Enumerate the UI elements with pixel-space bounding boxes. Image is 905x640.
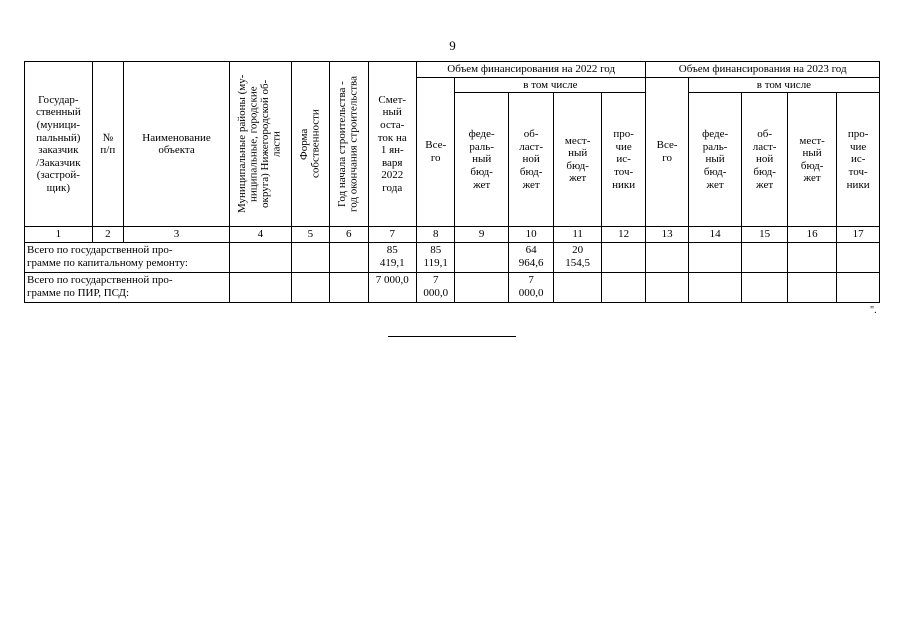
row-label: Всего по государственной про- грамме по капитальному ремонту: — [25, 242, 230, 272]
cell-2023-regional — [742, 272, 787, 302]
cell-2023-other — [837, 242, 880, 272]
column-number: 17 — [837, 227, 880, 243]
header-2022-total: Все- го — [417, 77, 455, 227]
column-number: 1 — [25, 227, 93, 243]
cell-col4 — [230, 272, 292, 302]
cell-col6 — [330, 242, 368, 272]
header-ownership: Форма собственности — [291, 62, 329, 227]
header-2022-federal: феде- раль- ный бюд- жет — [455, 93, 509, 227]
cell-estimated-balance: 85 419,1 — [368, 242, 417, 272]
header-2022-regional: об- ласт- ной бюд- жет — [508, 93, 553, 227]
column-number: 7 — [368, 227, 417, 243]
column-number: 10 — [508, 227, 553, 243]
header-estimated-balance: Смет- ный оста- ток на 1 ян- варя 2022 года — [368, 62, 417, 227]
cell-col5 — [291, 272, 329, 302]
header-2023-federal: феде- раль- ный бюд- жет — [688, 93, 742, 227]
column-number: 15 — [742, 227, 787, 243]
column-number: 9 — [455, 227, 509, 243]
cell-2022-total: 85 119,1 — [417, 242, 455, 272]
column-number: 3 — [124, 227, 230, 243]
table-row — [25, 272, 880, 302]
header-districts: Муниципальные районы (му- ниципальные, городские округа) Нижегородской об- ласти — [230, 62, 292, 227]
column-number: 11 — [554, 227, 601, 243]
cell-2022-local — [554, 272, 601, 302]
cell-col6 — [330, 272, 368, 302]
closing-quote-mark: ". — [870, 305, 877, 316]
table-row — [25, 242, 880, 272]
header-2023-regional: об- ласт- ной бюд- жет — [742, 93, 787, 227]
cell-2022-federal — [455, 242, 509, 272]
cell-2023-total — [646, 242, 688, 272]
cell-2023-other — [837, 272, 880, 302]
column-number-row — [25, 227, 880, 243]
header-object-name: Наименование объекта — [124, 62, 230, 227]
page-number: 9 — [449, 38, 456, 53]
cell-2023-federal — [688, 242, 742, 272]
header-number: № п/п — [92, 62, 123, 227]
row-label: Всего по государственной про- грамме по ПИР, ПСД: — [25, 272, 230, 302]
column-number: 4 — [230, 227, 292, 243]
header-group-2022: Объем финансирования на 2022 год — [417, 62, 646, 78]
cell-2022-local: 20 154,5 — [554, 242, 601, 272]
cell-col5 — [291, 242, 329, 272]
header-customer: Государ- ственный (муници- пальный) заказчик /Заказчик (застрой- щик) — [25, 62, 93, 227]
header-construction-years: Год начала строительства - год окончания строительства — [330, 62, 368, 227]
header-2023-other: про- чие ис- точ- ники — [837, 93, 880, 227]
column-number: 6 — [330, 227, 368, 243]
header-2022-local: мест- ный бюд- жет — [554, 93, 601, 227]
column-number: 5 — [291, 227, 329, 243]
cell-2022-regional: 7 000,0 — [508, 272, 553, 302]
cell-2023-total — [646, 272, 688, 302]
cell-2022-other — [601, 242, 646, 272]
column-number: 14 — [688, 227, 742, 243]
cell-col4 — [230, 242, 292, 272]
header-2022-including: в том числе — [455, 77, 646, 93]
column-number: 13 — [646, 227, 688, 243]
column-number: 12 — [601, 227, 646, 243]
cell-2022-other — [601, 272, 646, 302]
cell-2022-federal — [455, 272, 509, 302]
header-2023-including: в том числе — [688, 77, 879, 93]
header-2023-local: мест- ный бюд- жет — [787, 93, 837, 227]
column-number: 2 — [92, 227, 123, 243]
separator-line — [388, 336, 516, 337]
cell-2022-regional: 64 964,6 — [508, 242, 553, 272]
cell-estimated-balance: 7 000,0 — [368, 272, 417, 302]
column-number: 16 — [787, 227, 837, 243]
header-2023-total: Все- го — [646, 77, 688, 227]
cell-2023-regional — [742, 242, 787, 272]
cell-2022-total: 7 000,0 — [417, 272, 455, 302]
column-number: 8 — [417, 227, 455, 243]
financing-table — [24, 61, 880, 303]
cell-2023-federal — [688, 272, 742, 302]
cell-2023-local — [787, 272, 837, 302]
header-2022-other: про- чие ис- точ- ники — [601, 93, 646, 227]
cell-2023-local — [787, 242, 837, 272]
header-group-2023: Объем финансирования на 2023 год — [646, 62, 880, 78]
